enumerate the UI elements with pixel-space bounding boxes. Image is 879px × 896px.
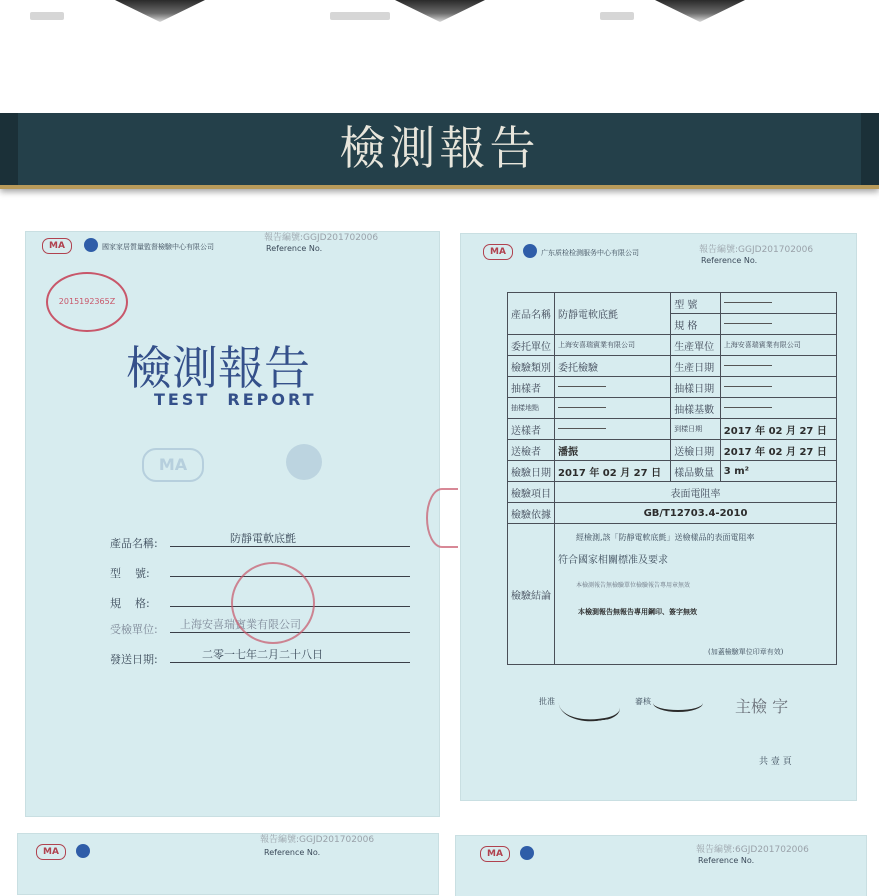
report-number-watermark: 報告編號:GGJD201702006 [260,835,375,845]
field-value: 防靜電軟底氈 [230,532,296,545]
approver-signature [557,682,621,726]
reference-label: Reference No. [266,244,323,253]
product-caption-2 [330,12,390,20]
table-row: 檢驗依據 GB/T12703.4-2010 [508,503,837,524]
cattc-logo-icon [520,846,534,860]
reviewer-label: 審核 [635,697,651,706]
report-number-watermark: 報告編號:GGJD201702006 [699,245,814,255]
table-row: 抽樣地點 抽樣基數 [508,398,837,419]
field-label: 受檢單位: [110,623,158,636]
product-image-1[interactable] [115,0,205,22]
reference-label: Reference No. [264,848,321,857]
cover-field-row [110,532,420,551]
cattc-logo-icon [84,238,98,252]
field-value: 二零一七年二月二十八日 [202,648,323,661]
field-label: 型 號: [110,567,150,580]
report-cover-document[interactable] [26,232,439,816]
table-row: 規 格 [508,314,837,335]
cattc-watermark-icon [286,444,322,480]
ma-logo: MA [480,846,510,862]
report-number-watermark: 報告編號:GGJD201702006 [264,233,379,243]
reference-label: Reference No. [698,856,755,865]
table-row: 檢驗日期 2017 年 02 月 27 日 樣品數量 3 m² [508,461,837,482]
product-image-2[interactable] [395,0,485,22]
org-name: 广东质检检测服务中心有限公司 [541,249,639,257]
ma-logo: MA [36,844,66,860]
report-number-watermark: 報告編號:6GJD201702006 [696,845,809,855]
field-value: 上海安喜瑞賓業有限公司 [180,618,301,631]
product-caption-1 [30,12,64,20]
org-name: 國家家居質量監督檢驗中心有限公司 [102,243,214,251]
field-label: 發送日期: [110,653,158,666]
red-seal: 2015192365Z [46,272,128,332]
chief-inspector-label: 主檢 字 [735,697,789,716]
field-label: 產品名稱: [110,537,158,550]
table-row: 抽樣者 抽樣日期 [508,377,837,398]
table-row: 送樣者 到樣日期 2017 年 02 月 27 日 [508,419,837,440]
cattc-logo-icon [76,844,90,858]
ma-logo: MA [42,238,72,254]
report-document-4[interactable] [456,836,866,896]
reviewer-signature [653,694,703,712]
reference-label: Reference No. [701,256,758,265]
table-row: 送檢者 潘振 送檢日期 2017 年 02 月 27 日 [508,440,837,461]
product-caption-3 [600,12,634,20]
field-label: 規 格: [110,597,150,610]
report-table [507,292,837,665]
banner-title: 檢測報告 [339,121,540,175]
ma-watermark: MA [142,448,204,482]
table-row: 檢驗類別 委托檢驗 生產日期 [508,356,837,377]
table-row: 檢驗項目 表面電阻率 [508,482,837,503]
round-seal [231,562,315,644]
edge-seal [426,488,458,548]
report-title-cn: 檢測報告 [126,341,310,395]
cattc-logo-icon [523,244,537,258]
report-title-en: TEST REPORT [154,390,317,409]
page-mark: 共 壹 頁 [759,757,792,767]
table-row: 委托單位 上海安喜瑞賓業有限公司 生產單位 上海安喜瑞賓業有限公司 [508,335,837,356]
product-image-3[interactable] [655,0,745,22]
table-row: 產品名稱 防靜電軟底氈 型 號 [508,293,837,314]
cover-field-row [110,648,420,667]
report-detail-document[interactable] [461,234,856,800]
table-row: 檢驗結論 經檢測,該「防靜電軟底氈」送檢樣品的表面電阻率 符合國家相關標准及要求 本檢測報告無檢驗單位檢驗報告專用章無效 本檢測報告無報告專用鋼印、簽字無效 (加蓋檢驗單位印章有效) [508,524,837,665]
report-document-3[interactable] [18,834,438,894]
ma-logo: MA [483,244,513,260]
approver-label: 批准 [539,697,555,706]
